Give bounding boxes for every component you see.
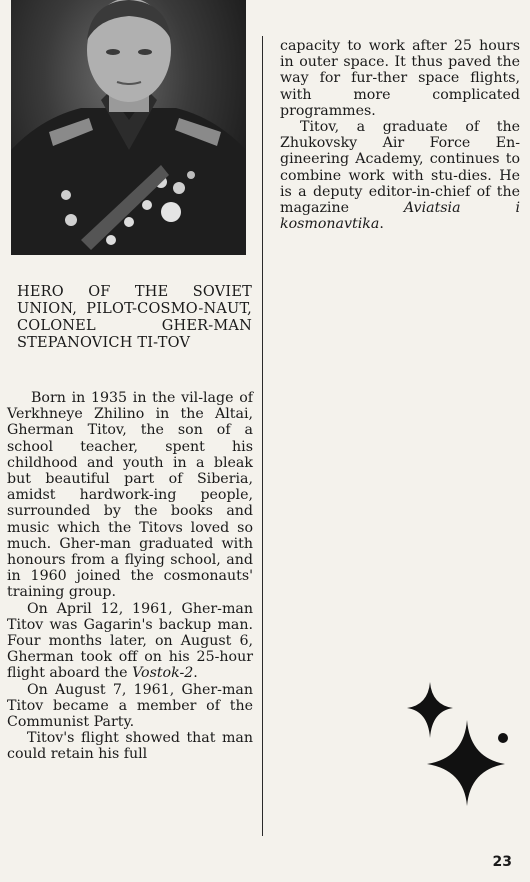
large-star-icon <box>427 720 505 806</box>
page-number: 23 <box>492 854 512 870</box>
paragraph-backup: On April 12, 1961, Gher-man Titov was Gagarin's backup man. Four months later, on August 6, Gherman took off on his 25-hour flight aboard the Vostok-2. <box>7 600 253 682</box>
paragraph-academy: Titov, a graduate of the Zhukovsky Air Force En-gineering Academy, continues to combine work with stu-dies. He is a deputy editor-in-chief of the magazine Aviatsia i kosmonavtika. <box>280 119 520 233</box>
right-column <box>280 38 520 232</box>
left-column <box>7 390 253 763</box>
portrait-photo <box>11 0 246 255</box>
paragraph-capacity: capacity to work after 25 hours in outer space. It thus paved the way for fur-ther space flights, with more complicated programmes. <box>280 38 520 119</box>
paragraph-birth: Born in 1935 in the vil-lage of Verkhneye Zhilino in the Altai, Gherman Titov, the son of a school teacher, spent his childhood and youth in a bleak but beautiful part of Siberia, amidst hardwork-ing people, surrounded by the books and music which the Titovs loved so much. Gher-man graduated with honours from a flying school, and in 1960 joined the cosmonauts' training group. <box>7 390 253 601</box>
dot-icon <box>498 733 508 743</box>
stars-ornament <box>405 680 525 810</box>
column-divider <box>262 36 263 836</box>
small-star-icon <box>407 682 453 738</box>
paragraph-party: On August 7, 1961, Gher-man Titov became a member of the Communist Party. <box>7 681 253 731</box>
paragraph-flight: Titov's flight showed that man could retain his full <box>7 730 253 763</box>
article-heading: HERO OF THE SOVIET UNION, PILOT-COSMO-NAUT, COLONEL GHER-MAN STEPANOVICH TI-TOV <box>17 284 252 351</box>
